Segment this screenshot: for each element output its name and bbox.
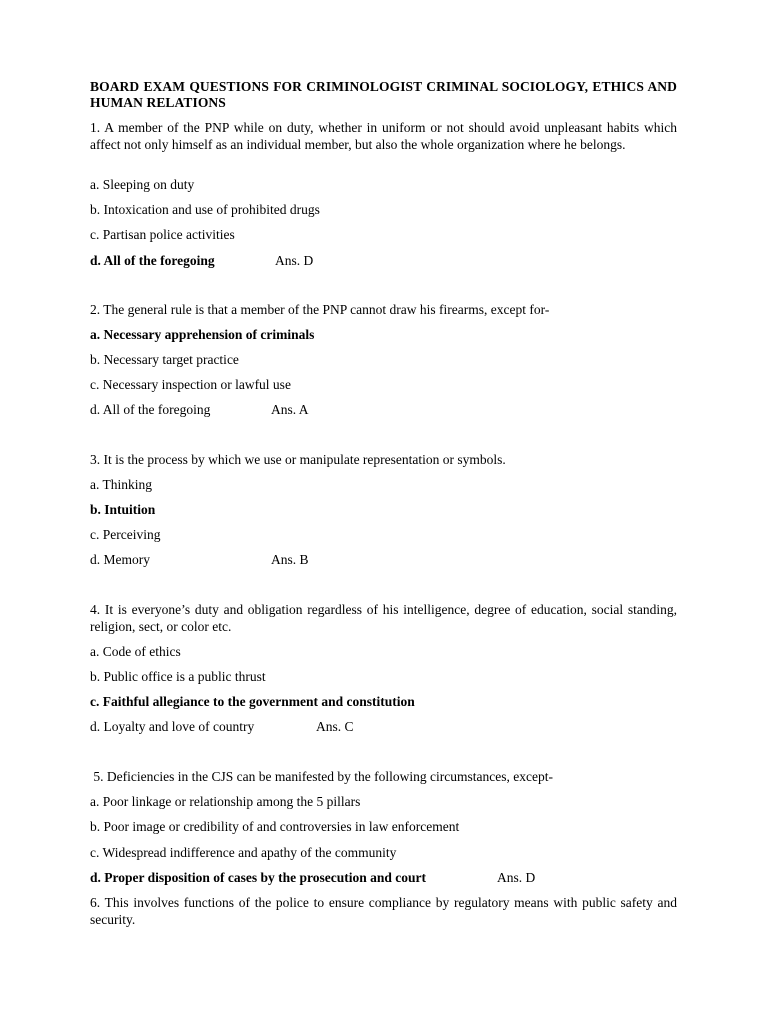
question-5-answer: Ans. D (497, 870, 536, 885)
question-1-option-a: a. Sleeping on duty (90, 177, 195, 192)
question-4-option-d: d. Loyalty and love of country (90, 719, 255, 734)
question-5-option-c: c. Widespread indifference and apathy of the community (90, 845, 397, 860)
question-1-option-b: b. Intoxication and use of prohibited drugs (90, 202, 320, 217)
question-4-text: 4. It is everyone’s duty and obligation regardless of his intelligence, degree of education, social standing, religion, sect, or color etc. (90, 602, 677, 634)
question-5-option-b: b. Poor image or credibility of and controversies in law enforcement (90, 819, 460, 834)
document-title: BOARD EXAM QUESTIONS FOR CRIMINOLOGIST CRIMINAL SOCIOLOGY, ETHICS AND HUMAN RELATIONS (90, 79, 677, 110)
question-3-option-d: d. Memory (90, 552, 150, 567)
question-5-text: 5. Deficiencies in the CJS can be manifested by the following circumstances, except- (90, 769, 553, 784)
question-3-answer: Ans. B (271, 552, 309, 567)
question-2-option-c: c. Necessary inspection or lawful use (90, 377, 291, 392)
question-2-option-d: d. All of the foregoing (90, 402, 211, 417)
question-2-option-a: a. Necessary apprehension of criminals (90, 327, 315, 342)
question-4-option-b: b. Public office is a public thrust (90, 669, 266, 684)
question-4-option-c: c. Faithful allegiance to the government and constitution (90, 694, 415, 709)
question-2-option-b: b. Necessary target practice (90, 352, 239, 367)
question-1-text: 1. A member of the PNP while on duty, whether in uniform or not should avoid unpleasant habits which affect not only himself as an individual member, but also the whole organization where he belongs. (90, 120, 677, 152)
question-3-option-b: b. Intuition (90, 502, 156, 517)
question-4-answer: Ans. C (316, 719, 354, 734)
question-6-text: 6. This involves functions of the police to ensure compliance by regulatory means with public safety and security. (90, 895, 677, 927)
question-3-option-a: a. Thinking (90, 477, 152, 492)
question-3-text: 3. It is the process by which we use or manipulate representation or symbols. (90, 452, 506, 467)
question-1-option-c: c. Partisan police activities (90, 227, 235, 242)
question-1-option-d: d. All of the foregoing (90, 253, 215, 268)
question-2-answer: Ans. A (271, 402, 309, 417)
question-4-option-a: a. Code of ethics (90, 644, 181, 659)
question-2-text: 2. The general rule is that a member of the PNP cannot draw his firearms, except for- (90, 302, 550, 317)
question-1-answer: Ans. D (275, 253, 314, 268)
question-5-option-a: a. Poor linkage or relationship among the 5 pillars (90, 794, 361, 809)
question-5-option-d: d. Proper disposition of cases by the prosecution and court (90, 870, 427, 885)
question-3-option-c: c. Perceiving (90, 527, 161, 542)
